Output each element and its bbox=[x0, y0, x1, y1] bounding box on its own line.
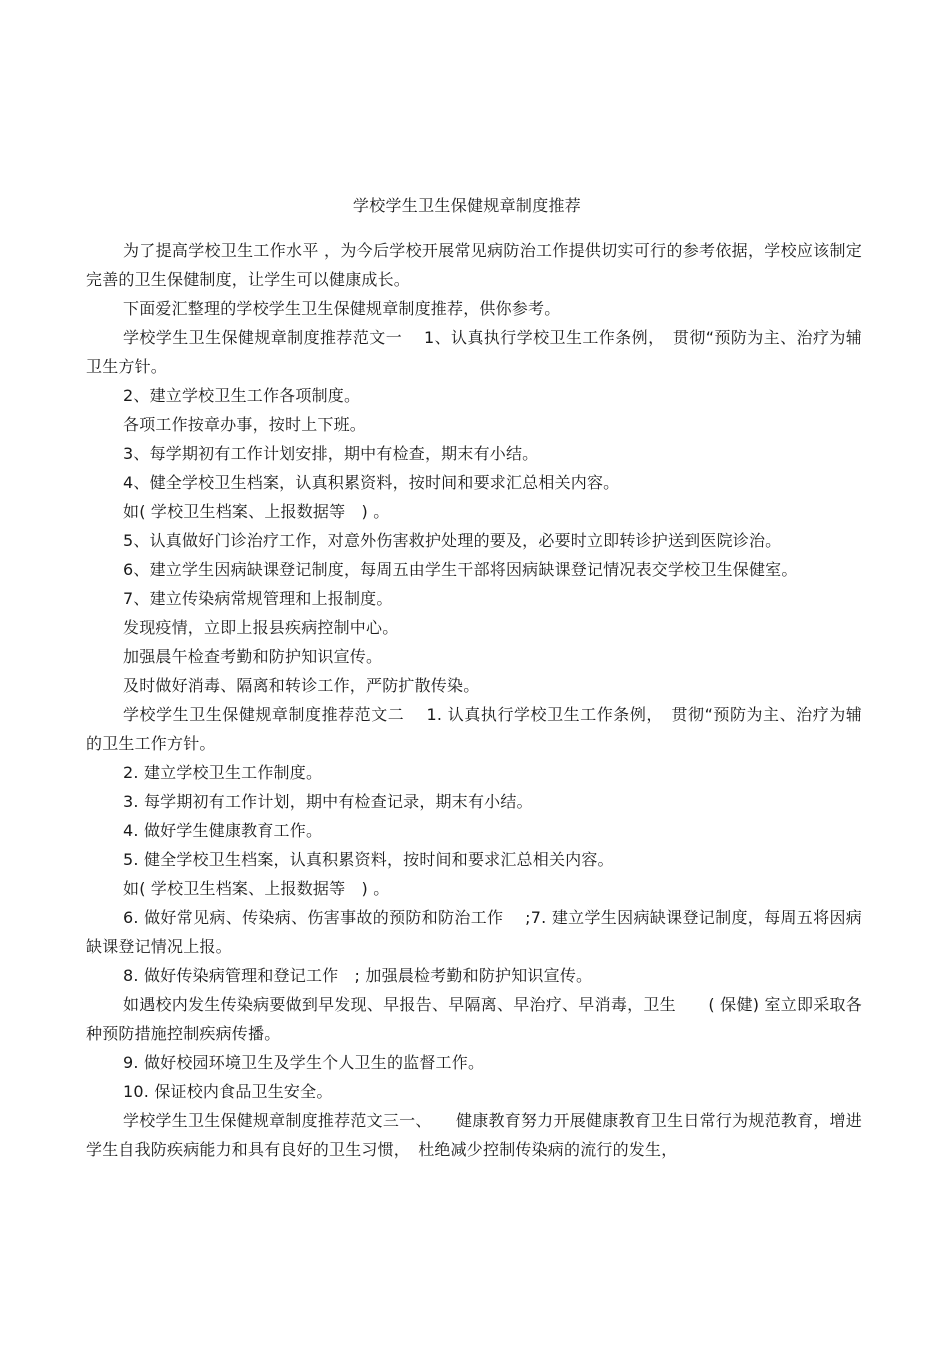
paragraph-16: 2. 建立学校卫生工作制度。 bbox=[123, 763, 323, 782]
paragraph-23: 如遇校内发生传染病要做到早发现、早报告、早隔离、早治疗、早消毒，卫生 ( 保健) 室立即采取各种预防措施控制疾病传播。 bbox=[86, 995, 862, 1043]
paragraph-4: 2、建立学校卫生工作各项制度。 bbox=[123, 386, 361, 405]
paragraph-12: 发现疫情，立即上报县疾病控制中心。 bbox=[123, 618, 399, 637]
paragraph-17: 3. 每学期初有工作计划，期中有检查记录，期末有小结。 bbox=[123, 792, 533, 811]
paragraph-2: 下面爱汇整理的学校学生卫生保健规章制度推荐，供你参考。 bbox=[123, 299, 561, 318]
paragraph-9: 5、认真做好门诊治疗工作，对意外伤害救护处理的要及，必要时立即转诊护送到医院诊治。 bbox=[123, 531, 782, 550]
paragraph-3: 学校学生卫生保健规章制度推荐范文一 1、认真执行学校卫生工作条例， 贯彻“预防为主、治疗为辅卫生方针。 bbox=[86, 328, 862, 376]
paragraph-5: 各项工作按章办事，按时上下班。 bbox=[123, 415, 367, 434]
paragraph-7: 4、健全学校卫生档案，认真积累资料，按时间和要求汇总相关内容。 bbox=[123, 473, 620, 492]
paragraph-13: 加强晨午检查考勤和防护知识宣传。 bbox=[123, 647, 383, 666]
document-body bbox=[86, 236, 862, 1164]
paragraph-22: 8. 做好传染病管理和登记工作 ; 加强晨检考勤和防护知识宣传。 bbox=[123, 966, 593, 985]
paragraph-19: 5. 健全学校卫生档案，认真积累资料，按时间和要求汇总相关内容。 bbox=[123, 850, 614, 869]
paragraph-21: 6. 做好常见病、传染病、伤害事故的预防和防治工作 ;7. 建立学生因病缺课登记制度，每周五将因病缺课登记情况上报。 bbox=[86, 908, 862, 956]
paragraph-18: 4. 做好学生健康教育工作。 bbox=[123, 821, 323, 840]
paragraph-14: 及时做好消毒、隔离和转诊工作，严防扩散传染。 bbox=[123, 676, 480, 695]
paragraph-20: 如( 学校卫生档案、上报数据等 ) 。 bbox=[123, 879, 390, 898]
paragraph-6: 3、每学期初有工作计划安排，期中有检查，期末有小结。 bbox=[123, 444, 539, 463]
paragraph-8: 如( 学校卫生档案、上报数据等 ) 。 bbox=[123, 502, 390, 521]
paragraph-24: 9. 做好校园环境卫生及学生个人卫生的监督工作。 bbox=[123, 1053, 485, 1072]
document-title: 学校学生卫生保健规章制度推荐 bbox=[352, 196, 582, 215]
paragraph-10: 6、建立学生因病缺课登记制度，每周五由学生干部将因病缺课登记情况表交学校卫生保健室。 bbox=[123, 560, 798, 579]
paragraph-11: 7、建立传染病常规管理和上报制度。 bbox=[123, 589, 393, 608]
paragraph-1: 为了提高学校卫生工作水平 ，为今后学校开展常见病防治工作提供切实可行的参考依据，学校应该制定完善的卫生保健制度，让学生可以健康成长。 bbox=[86, 241, 862, 289]
paragraph-26: 学校学生卫生保健规章制度推荐范文三一、 健康教育努力开展健康教育卫生日常行为规范教育，增进学生自我防疾病能力和具有良好的卫生习惯， 杜绝减少控制传染病的流行的发生， bbox=[86, 1111, 862, 1159]
paragraph-15: 学校学生卫生保健规章制度推荐范文二 1. 认真执行学校卫生工作条例， 贯彻“预防为主、治疗为辅的卫生工作方针。 bbox=[86, 705, 862, 753]
paragraph-25: 10. 保证校内食品卫生安全。 bbox=[123, 1082, 333, 1101]
